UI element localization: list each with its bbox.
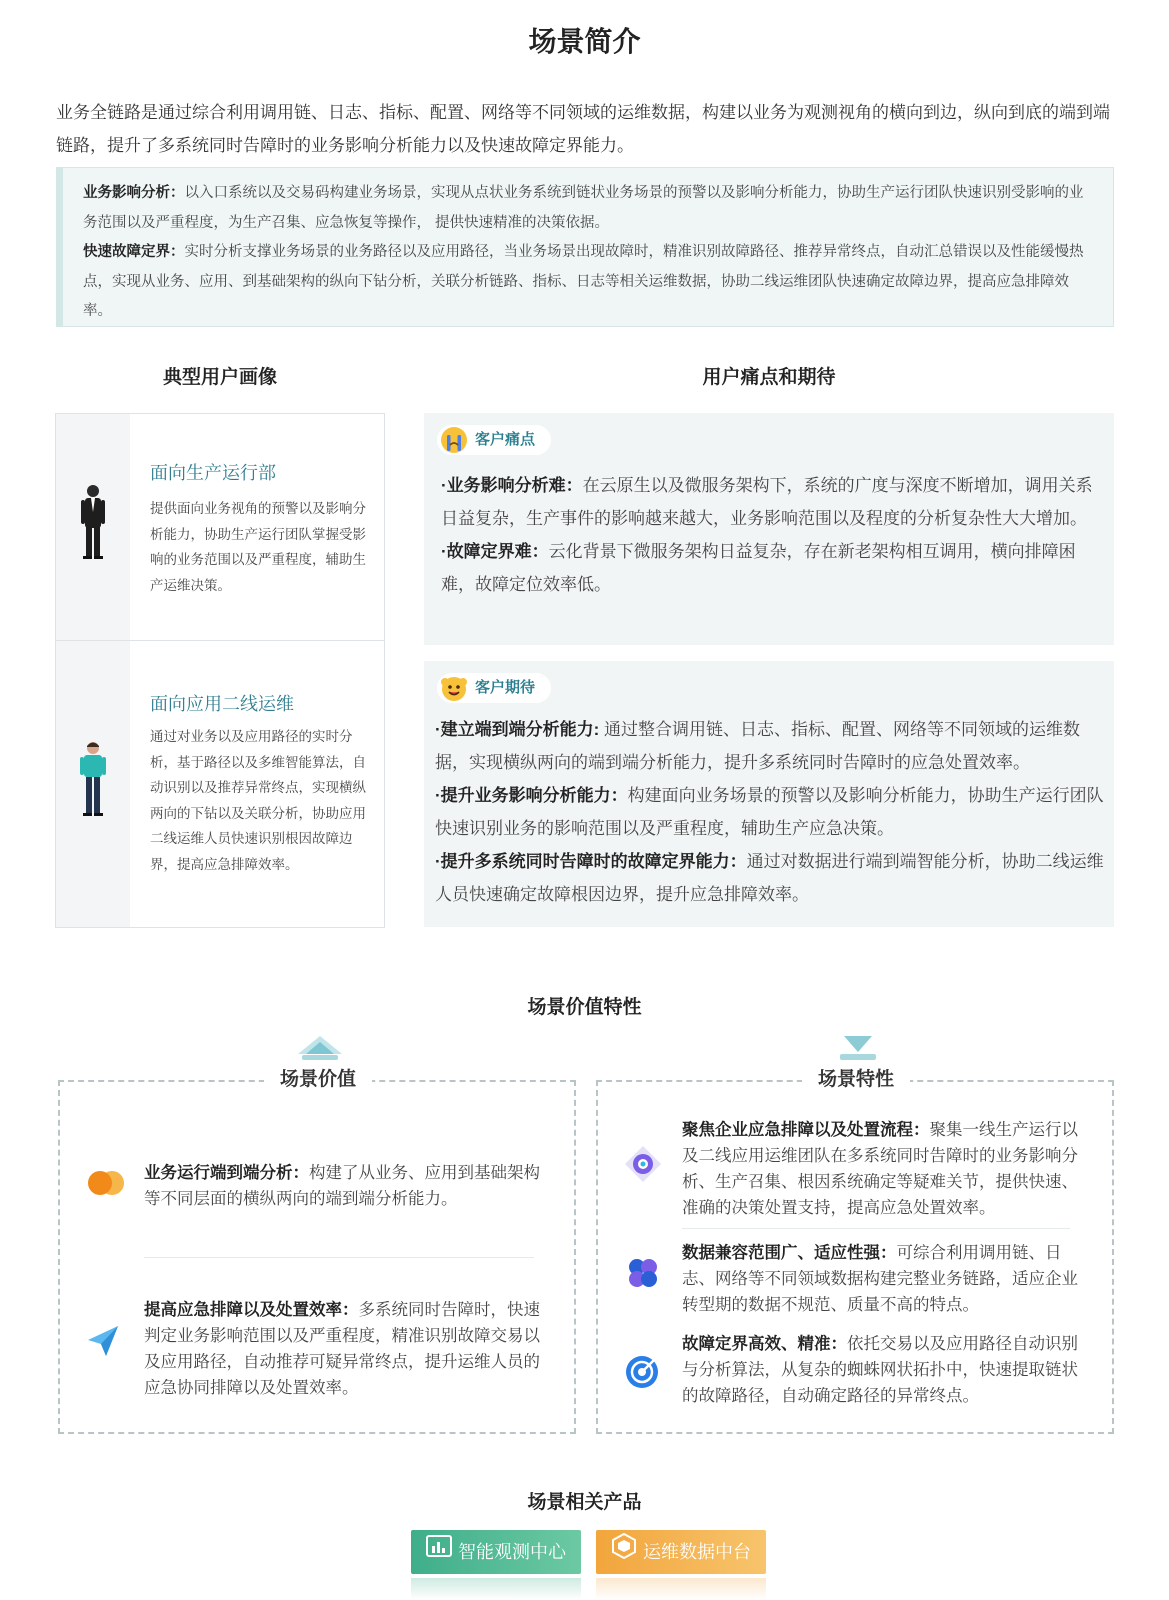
- feature-item: 数据兼容范围广、适应性强：可综合利用调用链、日志、网络等不同领域数据构建完整业务链路，适应企业转型期的数据不规范、质量不高的特点。: [682, 1244, 1078, 1314]
- product-shadow: [596, 1578, 766, 1600]
- intro-paragraph: 业务全链路是通过综合利用调用链、日志、指标、配置、网络等不同领域的运维数据，构建以业务为观测视角的横向到边，纵向到底的端到端链路，提升了多系统同时告障时的业务影响分析能力以及快速故障定界能力。: [56, 103, 1110, 155]
- happy-face-icon: [440, 674, 468, 702]
- engineer-icon: [78, 741, 108, 817]
- feature-item: 故障定界高效、精准：依托交易以及应用路径自动识别与分析算法，从复杂的蜘蛛网状拓扑中，快速提取链状的故障路径，自动确定路径的异常终点。: [682, 1335, 1078, 1405]
- value-divider: [144, 1257, 534, 1258]
- puzzle-cluster-icon: [626, 1256, 660, 1290]
- expect-item: ·提升业务影响分析能力：构建面向业务场景的预警以及影响分析能力，协助生产运行团队快速识别业务的影响范围以及严重程度，辅助生产应急决策。: [435, 786, 1104, 838]
- persona-card-production: [55, 413, 385, 641]
- expect-text: [435, 713, 1105, 911]
- persona-title: 面向应用二线运维: [150, 694, 294, 714]
- down-arrow-deco-icon: [834, 1034, 882, 1062]
- expect-item: ·建立端到端分析能力: 通过整合调用链、日志、指标、配置、网络等不同领域的运维数据，实现横纵两向的端到端分析能力，提升多系统同时告障时的应急处置效率。: [435, 720, 1081, 772]
- toggle-circles-icon: [86, 1168, 128, 1198]
- product-shadow: [411, 1578, 581, 1600]
- persona-desc: 通过对业务以及应用路径的实时分析，基于路径以及多维智能算法，自动识别以及推荐异常终点，实现横纵两向的下钻以及关联分析，协助应用二线运维人员快速识别根因故障边界，提高应急排障效率。: [150, 729, 366, 872]
- feature-item: 聚焦企业应急排障以及处置流程：聚集一线生产运行以及二线应用运维团队在多系统同时告障时的业务影响分析、生产召集、根因系统确定等疑难关节，提供快速、准确的决策处置支持，提高应急处置效率。: [682, 1121, 1078, 1217]
- businessman-icon: [78, 484, 108, 560]
- dart-target-icon: [624, 1354, 660, 1390]
- pain-text: [441, 469, 1101, 601]
- info-box: [56, 167, 1114, 327]
- expect-item: ·提升多系统同时告障时的故障定界能力：通过对数据进行端到端智能分析，协助二线运维人员快速确定故障根因边界，提升应急排障效率。: [435, 852, 1104, 904]
- pain-item: ·业务影响分析难：在云原生以及微服务架构下，系统的广度与深度不断增加，调用关系日益复杂，生产事件的影响越来越大，业务影响范围以及程度的分析复杂性大大增加。: [441, 476, 1093, 528]
- expect-panel: [424, 661, 1114, 927]
- hexagon-icon: [611, 1531, 637, 1575]
- pain-pill: 客户痛点: [437, 425, 551, 455]
- value-item: 提高应急排障以及处置效率：多系统同时告障时，快速判定业务影响范围以及严重程度，精准识别故障交易以及应用路径，自动推荐可疑异常终点，提升运维人员的应急协同排障以及处置效率。: [144, 1301, 540, 1397]
- info-item-business-impact: 业务影响分析：以入口系统以及交易码构建业务场景，实现从点状业务系统到链状业务场景的预警以及影响分析能力，协助生产运行团队快速识别受影响的业务范围以及严重程度，为生产召集、应急恢复等操作， 提供快速精准的决策依据。: [83, 185, 1084, 231]
- pain-heading: 用户痛点和期待: [702, 367, 836, 388]
- persona-desc: 提供面向业务视角的预警以及影响分析能力，协助生产运行团队掌握受影响的业务范围以及严重程度，辅助生产运维决策。: [150, 501, 366, 593]
- target-diamond-icon: [624, 1145, 662, 1183]
- persona-title: 面向生产运行部: [150, 463, 276, 483]
- info-item-fault-location: 快速故障定界：实时分析支撑业务场景的业务路径以及应用路径，当业务场景出现故障时，精准识别故障路径、推荐异常终点，自动汇总错误以及性能缓慢热点，实现从业务、应用、到基础架构的纵向下钻分析，关联分析链路、指标、日志等相关运维数据，协助二线运维团队快速确定故障边界，提高应急排障效率。: [83, 244, 1084, 319]
- pain-panel: [424, 413, 1114, 645]
- up-arrow-deco-icon: [296, 1034, 344, 1062]
- feature-divider: [682, 1228, 1070, 1229]
- products-heading: 场景相关产品: [527, 1492, 642, 1513]
- crying-face-icon: [440, 426, 468, 454]
- value-box-label: 场景价值: [264, 1066, 372, 1094]
- chart-icon: [426, 1531, 452, 1575]
- expect-pill: 客户期待: [437, 673, 551, 703]
- paper-plane-icon: [86, 1324, 120, 1358]
- page-title: 场景简介: [528, 26, 641, 57]
- value-item: 业务运行端到端分析：构建了从业务、应用到基础架构等不同层面的横纵两向的端到端分析能力。: [144, 1164, 540, 1208]
- product-button-observe[interactable]: 智能观测中心: [411, 1530, 581, 1574]
- value-heading: 场景价值特性: [527, 997, 642, 1018]
- personas-heading: 典型用户画像: [162, 367, 277, 388]
- features-box-label: 场景特性: [802, 1066, 910, 1094]
- persona-card-ops: [55, 640, 385, 928]
- product-button-data[interactable]: 运维数据中台: [596, 1530, 766, 1574]
- pain-item: ·故障定界难：云化背景下微服务架构日益复杂，存在新老架构相互调用，横向排障困难，故障定位效率低。: [441, 542, 1076, 594]
